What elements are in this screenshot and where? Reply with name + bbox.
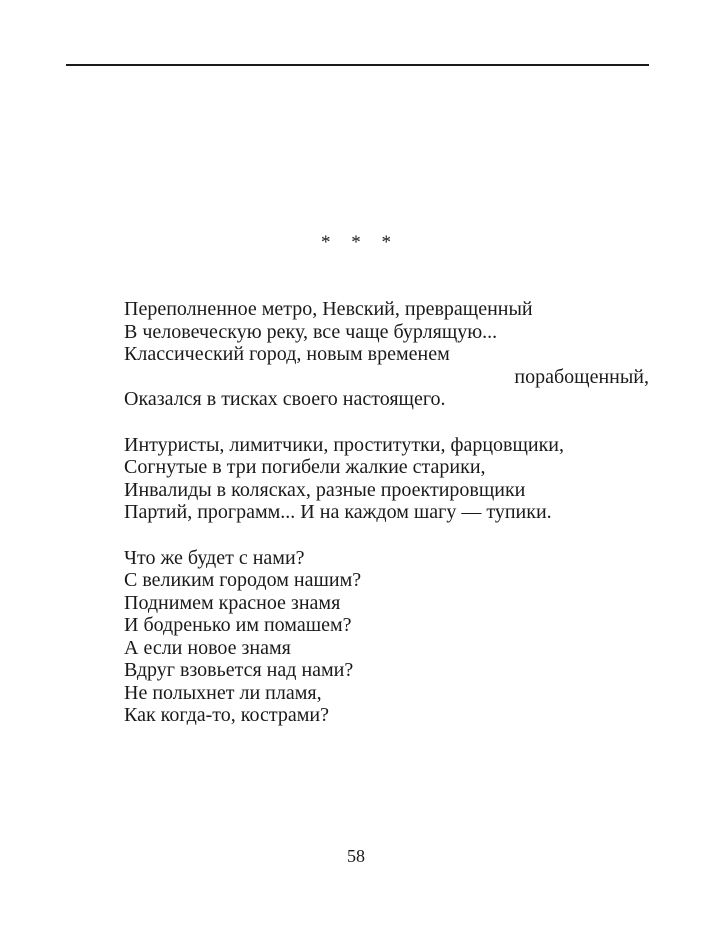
section-ornament: * * * [321,232,399,253]
poem-line: Вдруг взовьется над нами? [124,659,354,681]
stanza-2 [124,434,654,524]
stanza-3 [124,547,654,727]
poem-line: Переполненное метро, Невский, превращенный [124,298,533,320]
poem-line: И бодренько им помашем? [124,614,352,636]
poem-line: А если новое знамя [124,636,291,659]
poem-line: Классический город, новым временем [124,343,450,365]
poem-line: В человеческую реку, все чаще бурлящую... [124,320,498,343]
poem-line: Поднимем красное знамя [124,591,341,614]
header-rule [66,64,649,66]
poem-line: Не полыхнет ли пламя, [124,681,322,704]
poem-line: Оказался в тисках своего настоящего. [124,388,446,410]
poem-line: Интуристы, лимитчики, проститутки, фарцовщики, [124,433,565,456]
poem-line: Что же будет с нами? [124,546,305,569]
poem-line-continuation: порабощенный, [514,365,649,388]
poem-line: Партий, программ... И на каждом шагу — тупики. [124,501,552,523]
poem-line: Инвалиды в колясках, разные проектировщики [124,478,526,501]
poem-line: Согнутые в три погибели жалкие старики, [124,456,486,478]
poem-body [124,298,654,750]
poem-line: Как когда-то, кострами? [124,704,329,726]
poem-line: С великим городом нашим? [124,569,362,591]
stanza-1 [124,298,654,411]
page-number: 58 [347,846,365,866]
